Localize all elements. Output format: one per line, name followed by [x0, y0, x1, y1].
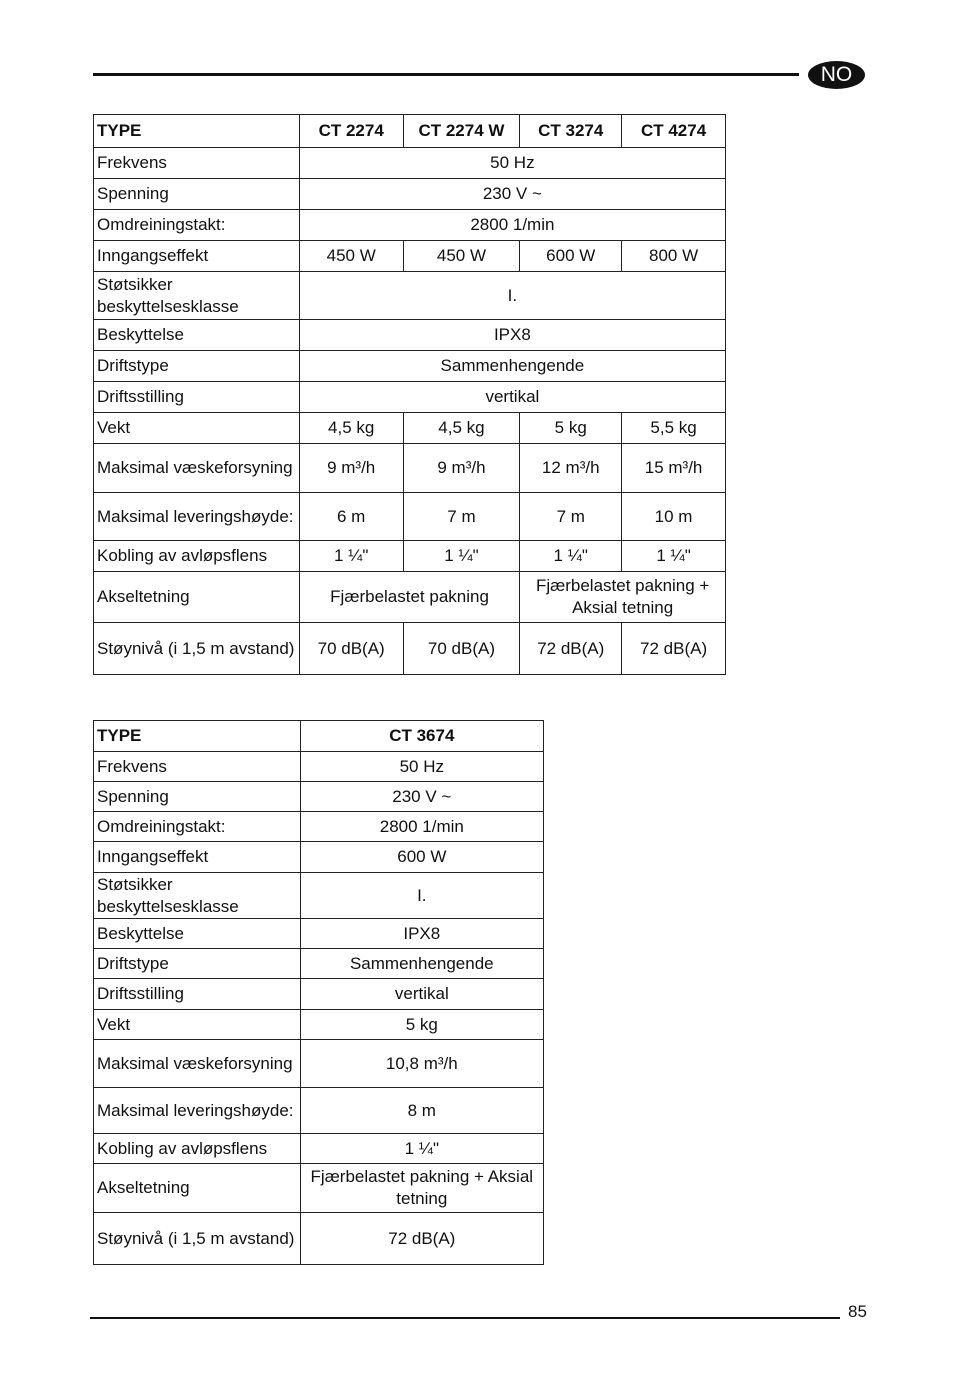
row-label: Støynivå (i 1,5 m avstand) [94, 1213, 301, 1265]
table-row [94, 413, 726, 444]
row-value: 2800 1/min [300, 812, 543, 842]
row-label: Driftsstilling [94, 382, 300, 413]
row-label: Frekvens [94, 752, 301, 782]
row-value: 230 V ~ [300, 782, 543, 812]
table-row [94, 572, 726, 623]
table-row [94, 979, 544, 1010]
row-value: 70 dB(A) [403, 623, 520, 675]
row-value: 600 W [520, 241, 622, 272]
row-label: Støtsikker beskyttelsesklasse [94, 873, 301, 919]
row-value: 800 W [622, 241, 726, 272]
row-label: Maksimal væskeforsyning [94, 1040, 301, 1088]
row-value: 1 ¼" [622, 541, 726, 572]
row-value: 1 ¼" [403, 541, 520, 572]
table-row [94, 148, 726, 179]
row-label: Akseltetning [94, 572, 300, 623]
table-row [94, 1134, 544, 1164]
table-row [94, 1164, 544, 1213]
row-value: 9 m³/h [299, 444, 403, 493]
row-value: 1 ¼" [300, 1134, 543, 1164]
table-row [94, 241, 726, 272]
table-row [94, 272, 726, 320]
row-label: Støtsikker beskyttelsesklasse [94, 272, 300, 320]
table-row [94, 541, 726, 572]
row-value: 230 V ~ [299, 179, 725, 210]
row-value: 2800 1/min [299, 210, 725, 241]
row-value: 1 ¼" [299, 541, 403, 572]
header-cell: TYPE [94, 115, 300, 148]
row-value: Sammenhengende [300, 949, 543, 979]
row-value: 10,8 m³/h [300, 1040, 543, 1088]
table-row [94, 1040, 544, 1088]
row-value: 10 m [622, 493, 726, 541]
row-value: 50 Hz [299, 148, 725, 179]
row-value: 600 W [300, 842, 543, 873]
row-value: 4,5 kg [403, 413, 520, 444]
row-value: I. [299, 272, 725, 320]
row-label: Driftstype [94, 351, 300, 382]
spec-table-ct-series [93, 114, 726, 675]
row-value: 5,5 kg [622, 413, 726, 444]
table-row [94, 493, 726, 541]
row-label: Inngangseffekt [94, 241, 300, 272]
footer-rule [90, 1317, 840, 1319]
row-value: Fjærbelastet pakning + Aksial tetning [300, 1164, 543, 1213]
row-label: Maksimal leveringshøyde: [94, 1088, 301, 1134]
table-row [94, 210, 726, 241]
row-value: Fjærbelastet pakning + Aksial tetning [520, 572, 726, 623]
table-row [94, 1010, 544, 1040]
language-badge: NO [808, 61, 865, 89]
row-value: 8 m [300, 1088, 543, 1134]
row-value: 450 W [403, 241, 520, 272]
table-row [94, 179, 726, 210]
row-label: Driftsstilling [94, 979, 301, 1010]
row-value: 7 m [520, 493, 622, 541]
row-value: vertikal [299, 382, 725, 413]
row-value: 50 Hz [300, 752, 543, 782]
row-value: 4,5 kg [299, 413, 403, 444]
table-row [94, 1213, 544, 1265]
table-row [94, 782, 544, 812]
row-label: Vekt [94, 1010, 301, 1040]
spec-table-ct-3674 [93, 720, 544, 1265]
row-label: Støynivå (i 1,5 m avstand) [94, 623, 300, 675]
table-row [94, 1088, 544, 1134]
row-label: Kobling av avløpsflens [94, 541, 300, 572]
row-label: Maksimal leveringshøyde: [94, 493, 300, 541]
row-value: Fjærbelastet pakning [299, 572, 520, 623]
row-value: IPX8 [300, 919, 543, 949]
table-row [94, 873, 544, 919]
row-value: 72 dB(A) [520, 623, 622, 675]
table-row [94, 623, 726, 675]
header-cell: CT 3674 [300, 721, 543, 752]
row-label: Vekt [94, 413, 300, 444]
row-label: Beskyttelse [94, 919, 301, 949]
row-value: 6 m [299, 493, 403, 541]
row-label: Inngangseffekt [94, 842, 301, 873]
row-label: Kobling av avløpsflens [94, 1134, 301, 1164]
row-value: 5 kg [520, 413, 622, 444]
table-header-row [94, 721, 544, 752]
row-label: Akseltetning [94, 1164, 301, 1213]
table-row [94, 842, 544, 873]
table-row [94, 351, 726, 382]
row-label: Driftstype [94, 949, 301, 979]
row-value: 15 m³/h [622, 444, 726, 493]
row-label: Maksimal væskeforsyning [94, 444, 300, 493]
row-value: vertikal [300, 979, 543, 1010]
header-rule [93, 73, 799, 76]
row-label: Spenning [94, 179, 300, 210]
row-label: Omdreiningstakt: [94, 812, 301, 842]
table-row [94, 444, 726, 493]
row-value: 70 dB(A) [299, 623, 403, 675]
row-label: Beskyttelse [94, 320, 300, 351]
table-header-row [94, 115, 726, 148]
table-row [94, 949, 544, 979]
row-value: I. [300, 873, 543, 919]
row-value: Sammenhengende [299, 351, 725, 382]
row-value: 5 kg [300, 1010, 543, 1040]
table-row [94, 382, 726, 413]
row-value: 12 m³/h [520, 444, 622, 493]
page-number: 85 [848, 1302, 867, 1321]
table-row [94, 320, 726, 351]
table-row [94, 919, 544, 949]
header-cell: CT 2274 [299, 115, 403, 148]
row-label: Spenning [94, 782, 301, 812]
header-cell: TYPE [94, 721, 301, 752]
table-row [94, 812, 544, 842]
row-value: 9 m³/h [403, 444, 520, 493]
row-value: 1 ¼" [520, 541, 622, 572]
header-cell: CT 4274 [622, 115, 726, 148]
row-label: Frekvens [94, 148, 300, 179]
row-value: 450 W [299, 241, 403, 272]
row-value: IPX8 [299, 320, 725, 351]
row-value: 7 m [403, 493, 520, 541]
header-cell: CT 2274 W [403, 115, 520, 148]
row-value: 72 dB(A) [622, 623, 726, 675]
row-label: Omdreiningstakt: [94, 210, 300, 241]
row-value: 72 dB(A) [300, 1213, 543, 1265]
header-cell: CT 3274 [520, 115, 622, 148]
table-row [94, 752, 544, 782]
